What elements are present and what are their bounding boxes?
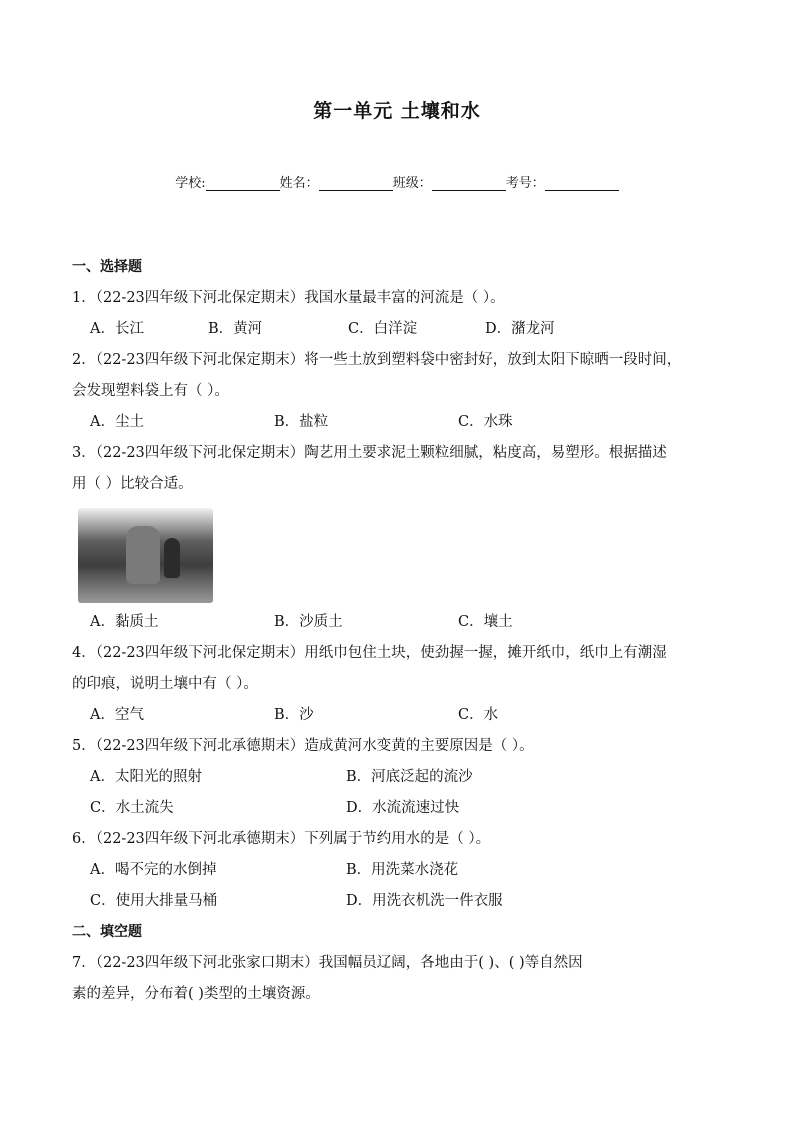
option-c[interactable]: C．水土流失: [90, 800, 174, 816]
question-text-line1: 3．（22-23四年级下河北保定期末）陶艺用土要求泥土颗粒细腻，粘度高，易塑形。根据描述: [72, 445, 667, 461]
name-blank[interactable]: [319, 176, 393, 191]
question-text-line1: 4．（22-23四年级下河北保定期末）用纸巾包住土块，使劲握一握，摊开纸巾，纸巾上有潮湿: [72, 645, 667, 661]
option-b[interactable]: B．沙: [274, 707, 314, 723]
question-text: 1．（22-23四年级下河北保定期末）我国水量最丰富的河流是（ ）。: [72, 290, 505, 306]
option-a[interactable]: A．喝不完的水倒掉: [90, 862, 217, 878]
option-b[interactable]: B．河底泛起的流沙: [346, 769, 473, 785]
option-b[interactable]: B．用洗菜水浇花: [346, 862, 459, 878]
options-row: [72, 886, 724, 917]
question-list: [72, 252, 724, 1010]
options-row: [72, 855, 724, 886]
option-a[interactable]: A．黏质土: [90, 614, 159, 630]
option-a[interactable]: A．空气: [90, 707, 144, 723]
question-5: [72, 731, 724, 824]
school-label: 学校:: [175, 176, 206, 191]
option-d[interactable]: D．用洗衣机洗一件衣服: [346, 893, 503, 909]
student-info-line: [0, 172, 794, 191]
option-d[interactable]: D．潴龙河: [485, 321, 555, 337]
option-c[interactable]: C．水珠: [458, 414, 513, 430]
question-3: [72, 438, 724, 638]
option-c[interactable]: C．壤土: [458, 614, 513, 630]
question-text: 5．（22-23四年级下河北承德期末）造成黄河水变黄的主要原因是（ ）。: [72, 738, 534, 754]
question-4: [72, 638, 724, 731]
question-7: [72, 948, 724, 1010]
option-b[interactable]: B．沙质土: [274, 614, 343, 630]
options-row: [72, 407, 724, 438]
options-row: [72, 314, 724, 345]
option-a[interactable]: A．太阳光的照射: [90, 769, 202, 785]
class-label: 班级：: [392, 176, 432, 191]
exam-number-label: 考号：: [505, 176, 545, 191]
section-heading-choice: 一、选择题: [72, 259, 142, 275]
question-text: 6．（22-23四年级下河北承德期末）下列属于节约用水的是（ ）。: [72, 831, 491, 847]
question-2: [72, 345, 724, 438]
options-row: [72, 762, 724, 793]
question-text-line2: 的印痕，说明土壤中有（ ）。: [72, 676, 258, 692]
question-1: [72, 283, 724, 345]
clay-pot-shape-2: [164, 538, 180, 578]
question-text-line2: 会发现塑料袋上有（ ）。: [72, 383, 229, 399]
option-c[interactable]: C．使用大排量马桶: [90, 893, 218, 909]
question-text-line1: 2．（22-23四年级下河北保定期末）将一些土放到塑料袋中密封好，放到太阳下晾晒一段时间，: [72, 352, 682, 368]
option-b[interactable]: B．盐粒: [274, 414, 329, 430]
option-a[interactable]: A．尘土: [90, 414, 144, 430]
clay-pot-shape: [126, 526, 160, 584]
options-row: [72, 607, 724, 638]
options-row: [72, 793, 724, 824]
section-heading-fill: 二、填空题: [72, 924, 142, 940]
class-blank[interactable]: [432, 176, 506, 191]
option-c[interactable]: C．水: [458, 707, 499, 723]
question-text-line1: 7．（22-23四年级下河北张家口期末）我国幅员辽阔，各地由于( )、( )等自然因: [72, 955, 583, 971]
question-6: [72, 824, 724, 917]
option-d[interactable]: D．水流流速过快: [346, 800, 460, 816]
name-label: 姓名：: [279, 176, 319, 191]
options-row: [72, 700, 724, 731]
question-text-line2: 素的差异，分布着( )类型的土壤资源。: [72, 986, 320, 1002]
option-c[interactable]: C．白洋淀: [348, 321, 418, 337]
option-a[interactable]: A．长江: [90, 321, 144, 337]
option-b[interactable]: B．黄河: [208, 321, 263, 337]
exam-number-blank[interactable]: [545, 176, 619, 191]
school-blank[interactable]: [206, 176, 280, 191]
pottery-photo: [78, 508, 213, 603]
question-text-line2: 用（ ）比较合适。: [72, 476, 193, 492]
page-title: 第一单元 土壤和水: [313, 100, 481, 122]
